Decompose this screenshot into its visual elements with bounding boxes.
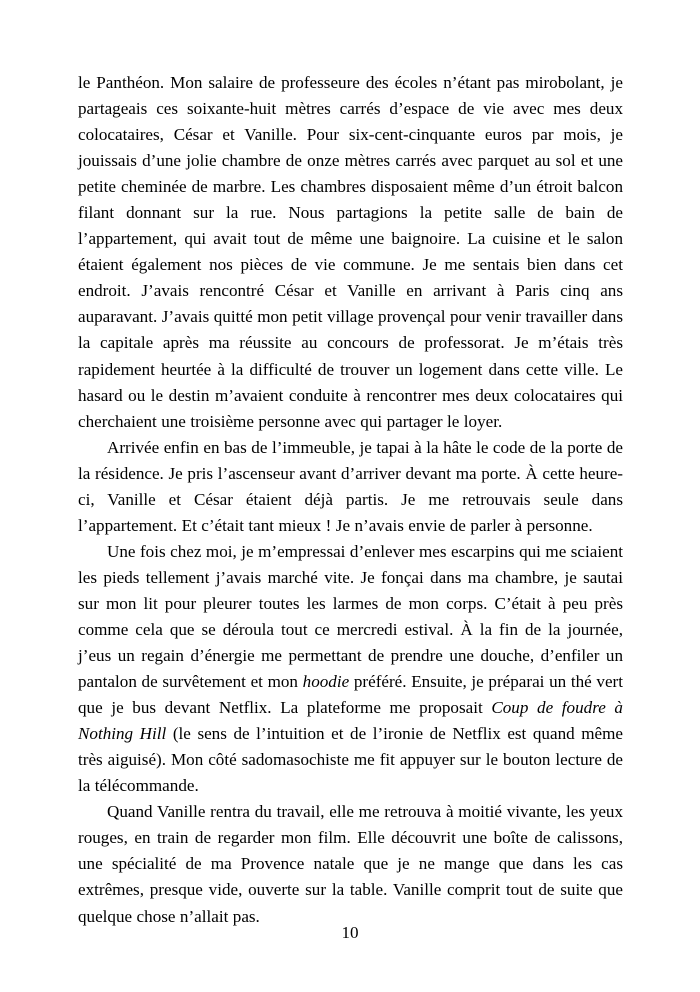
paragraph-3 (78, 539, 623, 799)
page-text-block (78, 70, 623, 930)
paragraph-3-segment-3: (le sens de l’intuition et de l’ironie de Netflix est quand même très aiguisé). Mon côté sadomasochiste me fit appuyer sur le bouton lecture de la télécommande. (78, 724, 623, 796)
title-italic-film: Coup de foudre à Nothing Hill (78, 698, 623, 744)
paragraph-3-segment-1: Une fois chez moi, je m’empressai d’enlever mes escarpins qui me sciaient les pieds tellement j’avais marché vite. Je fonçai dans ma chambre, je sautai sur mon lit pour pleurer toutes les larmes de mon corps. C’était à peu près comme cela que se déroula tout ce mercredi estival. À la fin de la journée, j’eus un regain d’énergie me permettant de prendre une douche, d’enfiler un pantalon de survêtement et mon (78, 541, 623, 692)
title-italic-hoodie: hoodie (302, 672, 350, 692)
page-number: 10 (341, 923, 359, 942)
paragraph-3-segment-2: préféré. Ensuite, je préparai un thé vert que je bus devant Netflix. La plateforme me proposait (78, 672, 624, 718)
paragraph-1: le Panthéon. Mon salaire de professeure des écoles n’étant pas mirobolant, je partageais ces soixante-huit mètres carrés d’espace de vie avec mes deux colocataires, César et Vanille. Pour six-cent-cinquante euros par mois, je jouissais d’une jolie chambre de onze mètres carrés avec parquet au sol et une petite cheminée de marbre. Les chambres disposaient même d’un étroit balcon filant donnant sur la rue. Nous partagions la petite salle de bain de l’appartement, qui avait tout de même une baignoire. La cuisine et le salon étaient également nos pièces de vie commune. Je me sentais bien dans cet endroit. J’avais rencontré César et Vanille en arrivant à Paris cinq ans auparavant. J’avais quitté mon petit village provençal pour venir travailler dans la capitale après ma réussite au concours de professorat. Je m’étais très rapidement heurtée à la difficulté de trouver un logement dans cette ville. Le hasard ou le destin m’avaient conduite à rencontrer mes deux colocataires qui cherchaient une troisième personne avec qui partager le loyer. (78, 73, 623, 431)
paragraph-2: Arrivée enfin en bas de l’immeuble, je tapai à la hâte le code de la porte de la résidence. Je pris l’ascenseur avant d’arriver devant ma porte. À cette heure-ci, Vanille et César étaient déjà partis. Je me retrouvais seule dans l’appartement. Et c’était tant mieux ! Je n’avais envie de parler à personne. (78, 437, 623, 535)
paragraph-4: Quand Vanille rentra du travail, elle me retrouva à moitié vivante, les yeux rouges, en train de regarder mon film. Elle découvrit une boîte de calissons, une spécialité de ma Provence natale que je ne mange que dans les cas extrêmes, presque vide, ouverte sur la table. Vanille comprit tout de suite que quelque chose n’allait pas. (78, 802, 623, 926)
